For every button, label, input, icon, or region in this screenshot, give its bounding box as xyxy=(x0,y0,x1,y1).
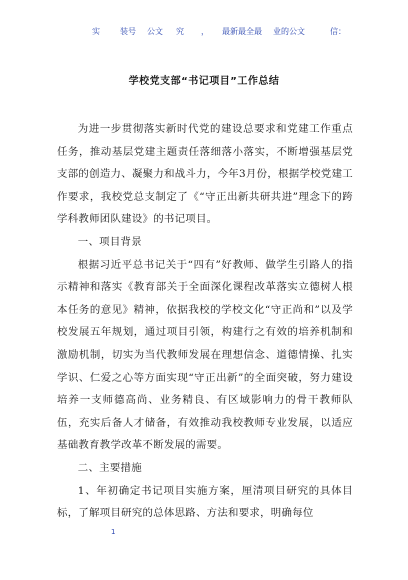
header-segment: 究 xyxy=(176,27,184,36)
section-heading-measures: 二、主要措施 xyxy=(77,461,142,474)
header-segment: 最新最全最 xyxy=(222,27,262,36)
document-title: 学校党支部“书记项目”工作总结 xyxy=(128,76,280,87)
header-segment: 公文 xyxy=(147,27,163,36)
header-segment: 业的公文 xyxy=(273,27,305,36)
header-segment: 装号 xyxy=(120,27,136,36)
page-number: 1 xyxy=(111,528,116,536)
header-segment: ， xyxy=(201,27,209,36)
page-header xyxy=(0,26,408,40)
section-heading-background: 一、项目背景 xyxy=(77,235,142,248)
measures-paragraph: 1、年初确定书记项目实施方案，厘清项目研究的具体目标，了解项目研究的总体思路、方法和要求，明确每位 xyxy=(57,484,353,520)
background-paragraph: 根据习近平总书记关于“四有”好教师、做学生引路人的指示精神和落实《教育部关于全面深化课程改革落实立德树人根本任务的意见》精神，依据我校的学校文化“守正尚和”以及学校发展五年规划，通过项目引领，构建行之有效的培养机制和激励机制，切实为当代教师发展在理想信念、道德情操、扎实学识、仁爱之心等方面实现“守正出新”的全面突破，努力建设培养一支师德高尚、业务精良、有区域影响力的骨干教师队伍，充实后备人才储备，有效推动我校教师专业发展，以适应基础教育教学改革不断发展的需要。 xyxy=(57,258,353,452)
header-segment: 实 xyxy=(92,27,100,36)
document-body xyxy=(57,118,353,525)
header-segment: 信： xyxy=(330,27,346,36)
intro-paragraph: 为进一步贯彻落实新时代党的建设总要求和党建工作重点任务，推动基层党建主题责任落细落小落实，不断增强基层党支部的创造力、凝聚力和战斗力，今年3月份，根据学校党建工作要求，我校党总支制定了《“守正出新共研共进”理念下的跨学科教师团队建设》的书记项目。 xyxy=(57,123,353,226)
